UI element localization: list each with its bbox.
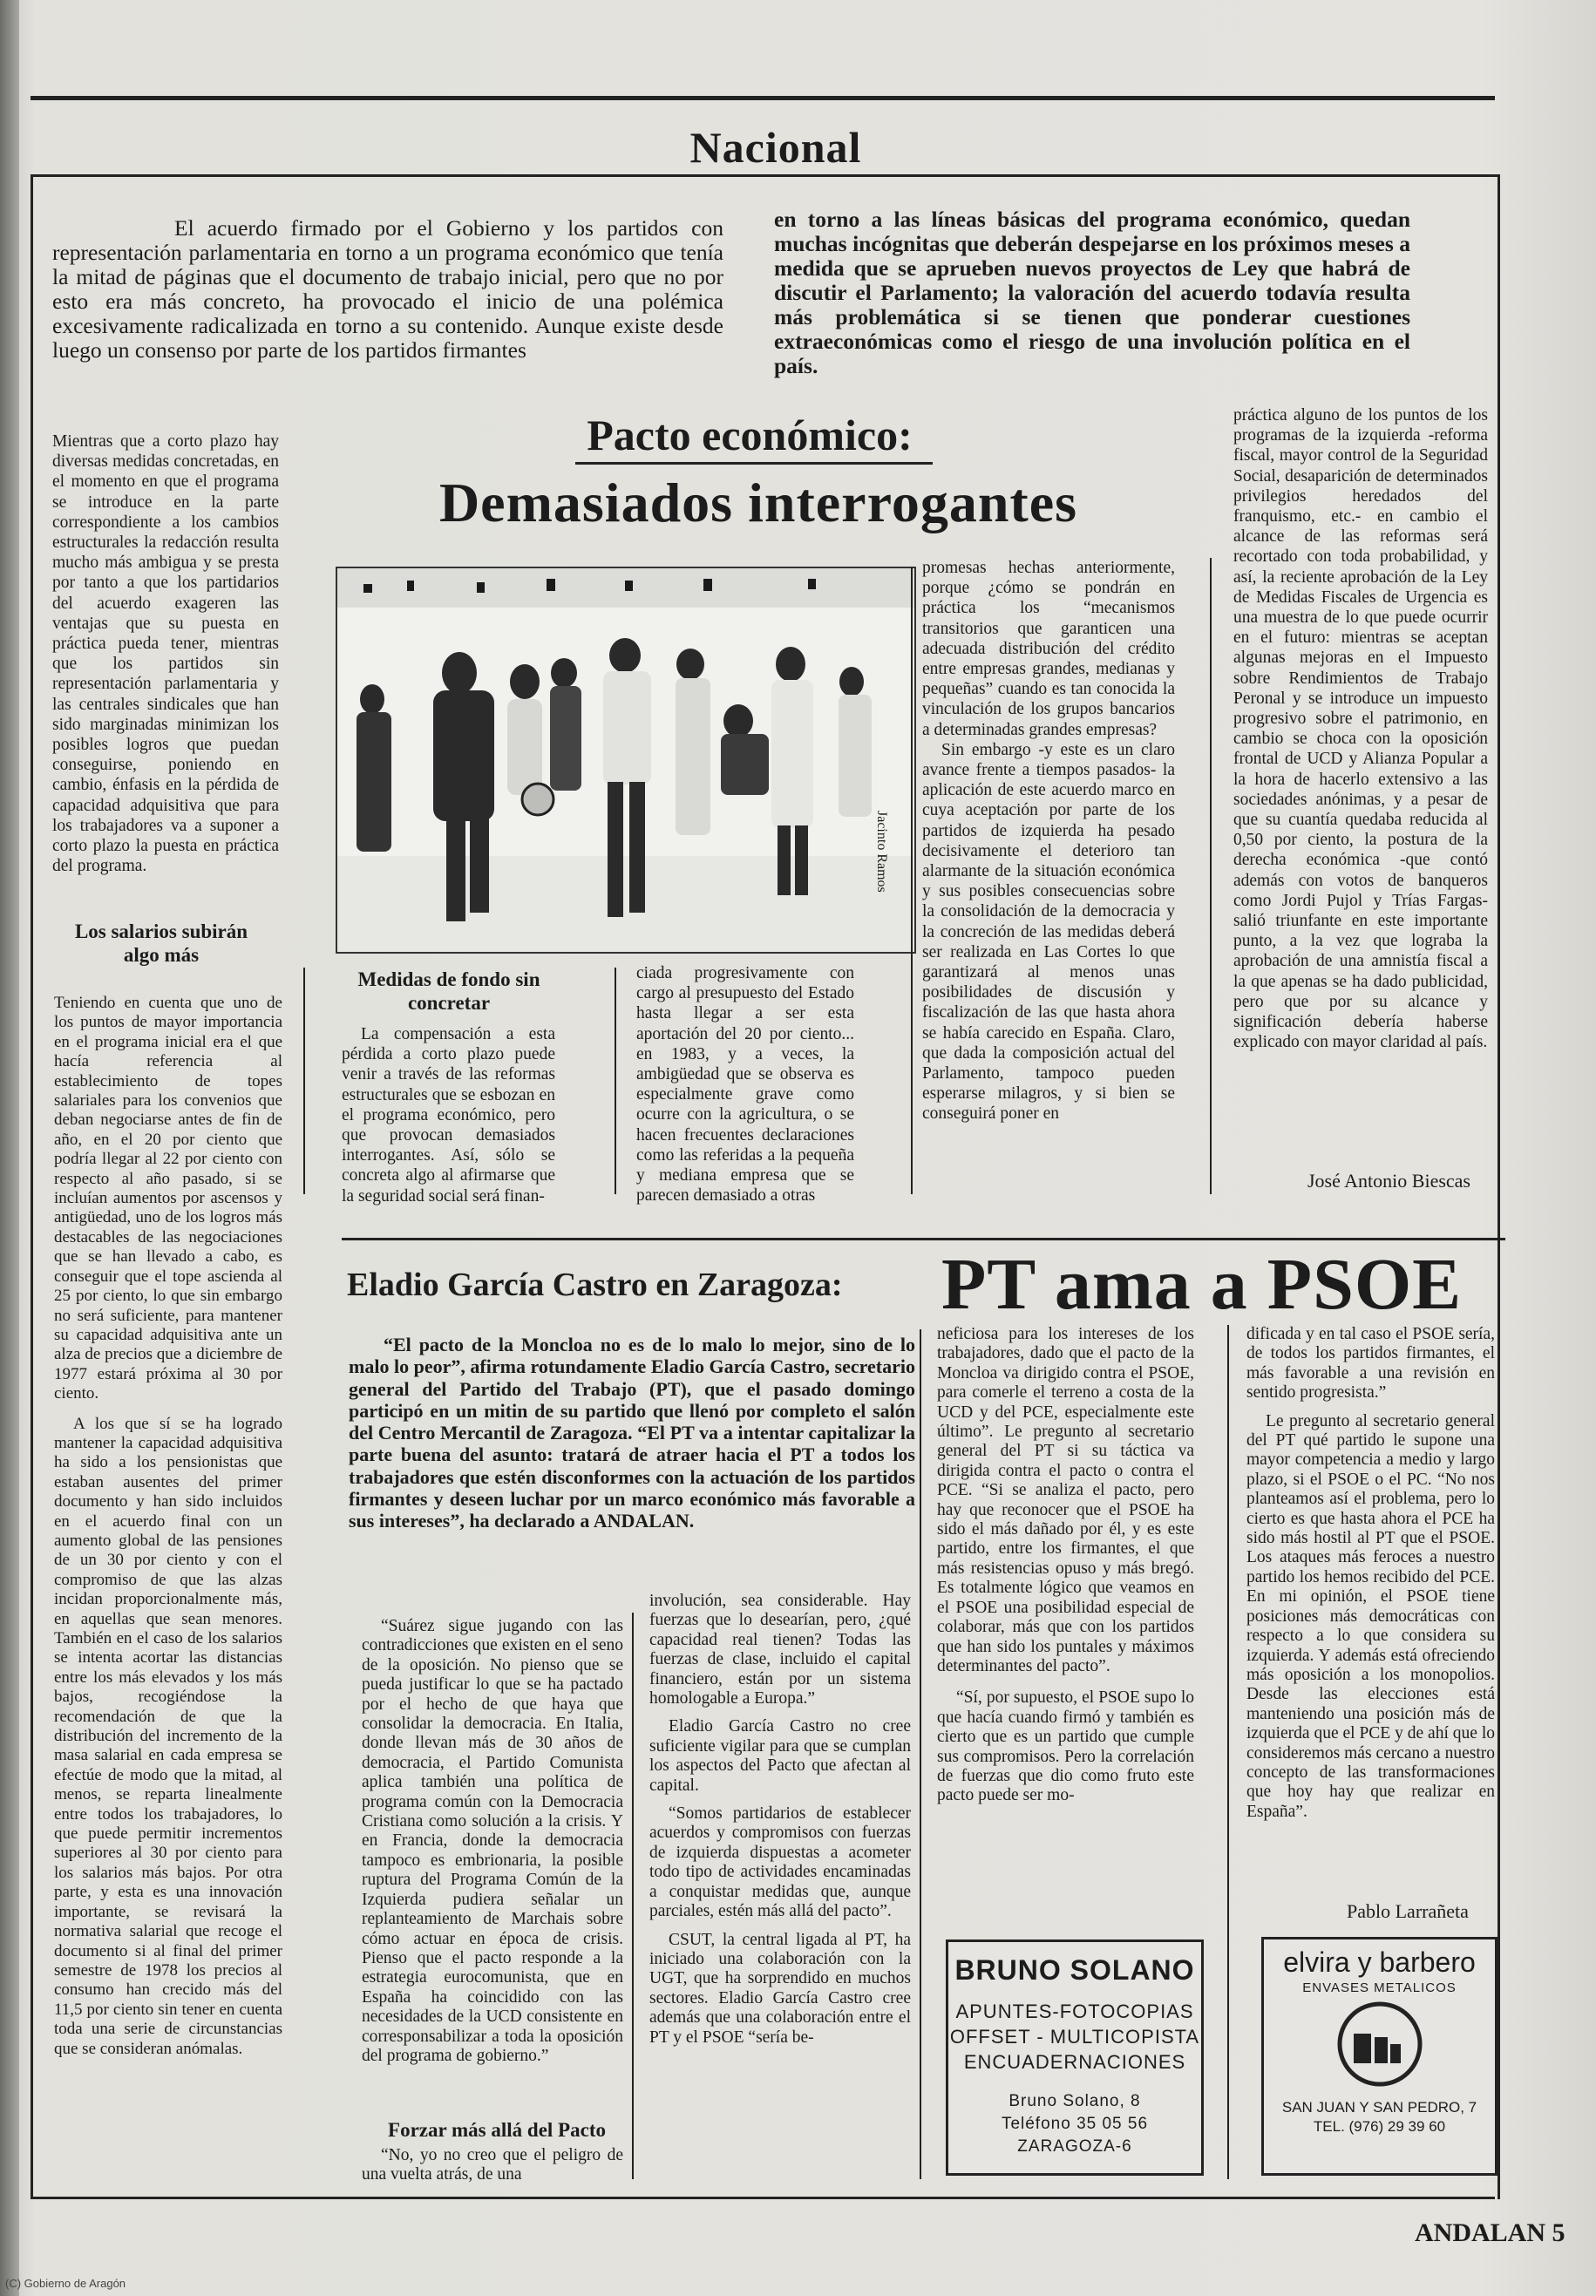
article2-top-rule (342, 1238, 1505, 1240)
article2-headline: PT ama a PSOE (941, 1244, 1463, 1325)
ad1-addr1: Bruno Solano, 8 (1009, 2092, 1141, 2110)
article2-col4-p1: dificada y en tal caso el PSOE sería, de todos los partidos firmantes, el más favorable a una revisión en sentido progresista.” (1246, 1325, 1495, 1403)
article2-lead: “El pacto de la Moncloa no es de lo malo lo mejor, sino de lo malo lo peor”, afirma rotundamente Eladio García Castro, secretario general del Partido del Trabajo (PT), que el pasado domingo participó en un mitin de su partido que llenó por completo el salón del Centro Mercantil de Zaragoza. “El PT va a intentar capitalizar la parte buena del asunto: tratará de atraer hacia el PT a todos los trabajadores que estén disconformes con la actuación de los partidos firmantes y deseen luchar por un marco económico más favorable a sus intereses”, ha declarado a ANDALAN. (349, 1334, 915, 1532)
article2-col2-p4: CSUT, la central ligada al PT, ha iniciado una colaboración con la UGT, que ha sorprendido en muchos sectores. Eladio García Castro cree además que una colaboración entre el PT y el PSOE “sería be- (649, 1930, 911, 2047)
article1-col2 (342, 1024, 555, 1206)
article2-col2-p1: involución, sea considerable. Hay fuerzas que lo desearían, pero, ¿qué capacidad real tienen? Todas las fuerzas de clase, incluido el capital financiero, están por un sistema homologable a Europa.” (649, 1592, 911, 1708)
lead-left: El acuerdo firmado por el Gobierno y los partidos con representación parlamentaria en torno a un programa económico que tenía la mitad de páginas que el documento de trabajo inicial, pero que no por esto era más concreto, ha provocado el inicio de una polémica excesivamente radicalizada en torno a su contenido. Aunque existe desde luego un consenso por parte de los partidos firmantes (52, 215, 723, 363)
article2-col4 (1246, 1325, 1495, 1822)
column-divider (615, 968, 616, 1194)
article1-subhead-salarios: Los salarios subirán algo más (74, 920, 248, 966)
photo-credit: Jacinto Ramos (874, 811, 889, 893)
ad2-name: elvira y barbero (1283, 1946, 1476, 1978)
article2-col1-tail-text: “No, yo no creo que el peligro de una vuelta atrás, de una (362, 2146, 623, 2184)
page-footer: ANDALAN 5 (1415, 2218, 1565, 2247)
column-divider (911, 567, 913, 1194)
article1-col3 (636, 963, 854, 1206)
crowd-photo-image (337, 568, 914, 952)
article1-col3-text: ciada progresivamente con cargo al presupuesto del Estado hasta llegar a ser esta aportación del 20 por ciento... en 1983, y a veces, la ambigüedad que se observa es especialmente grave como ocurre con la agricultura, o se hacen frecuentes declaraciones como las referidas a la pequeña y mediana empresa que se parecen demasiado a otras (636, 964, 854, 1206)
ad1-name: BRUNO SOLANO (954, 1954, 1195, 1986)
article1-col1 (52, 431, 279, 876)
ad2-addr1: SAN JUAN Y SAN PEDRO, 7 (1281, 2099, 1477, 2116)
ad-bruno-solano (946, 1939, 1204, 2176)
article2-col4-p2: Le pregunto al secretario general del PT qué partido le supone una mayor competencia a medio y largo plazo, si el PSOE o el PC. “No nos planteamos así el problema, pero lo cierto es que hasta ahora el PCE ha sido más hostil al PT que el PSOE. Los ataques más feroces a nuestro partido los hemos recibido del PCE. En mi opinión, el PSOE tiene posiciones más democráticas con respecto a lo que considera su izquierda. Y además está ofreciendo más oposición a los monopolios. Desde las elecciones está manteniendo una posición más de izquierda que el PCE y de ahí que lo consideremos más cercano a nuestro concepto de las transformaciones que hoy hay que realizar en España”. (1246, 1411, 1495, 1821)
article2-col3-p2: “Sí, por supuesto, el PSOE supo lo que hacía cuando firmó y también es cierto que es un partido que cumple sus compromisos. Pero la correlación de fuerzas que dio como fruto este pacto puede ser mo- (937, 1688, 1194, 1805)
cans-logo-icon (1328, 2001, 1432, 2088)
ad1-services (948, 1999, 1201, 2075)
kicker-underline (575, 462, 933, 465)
article1-col1-p3: A los que sí se ha logrado mantener la capacidad adquisitiva ha sido a los pensionistas que estaban ausentes del primer documento y han sido incluidos en el acuerdo final con un aumento global de las pensiones de un 30 por ciento y con el compromiso de que las alzas incidan proporcionalmente más, en aquellas que sean menores. También en el caso de los salarios se intenta acortar las distancias entre los más elevados y los más bajos, recogiéndose la recomendación de que la distribución del incremento de la masa salarial en cada empresa se efectúe de modo que la mitad, al menos, se reparta linealmente entre todos los trabajadores, lo que puede permitir incrementos superiores al 30 por ciento para los salarios más bajos. Por otra parte, y esta es una innovación importante, se revisará la normativa salarial que recoge el documento si al final del primer semestre de 1978 los precios al consumo han crecido más del 11,5 por ciento sin tener en cuenta toda una serie de circunstancias que se consideran anómalas. (54, 1414, 282, 2058)
article1-col4-p1: promesas hechas anteriormente, porque ¿cómo se pondrán en práctica los “mecanismos transitorios que garanticen una adecuada distribución del crédito entre empresas grandes, medianas y pequeñas” cuando es tan conocida la vinculación de los grupos bancarios a determinadas grandes empresas? (922, 559, 1175, 739)
column-divider (920, 1329, 921, 2179)
article2-byline: Pablo Larrañeta (1347, 1900, 1469, 1922)
article1-col1-p2: Teniendo en cuenta que uno de los puntos de mayor importancia en el programa inicial era el que hacía referencia al establecimiento de topes salariales para los convenios que deban negociarse antes de fin de año, en el 20 por ciento que podría llegar al 22 por ciento con respecto al año pasado, si se incluían aumentos por ascensos y antigüedad, uno de los logros más destacables de las negociaciones que se han llevado a cabo, es conseguir que el tope ascienda al 25 por ciento, lo que sin embargo no será suficiente, para mantener su capacidad adquisitiva ante un alza de precios que a diciembre de 1977 estará próxima al 30 por ciento. (54, 994, 282, 1403)
article1-col5-text: práctica alguno de los puntos de los programas de la izquierda -reforma fiscal, mayor control de la Seguridad Social, desaparición de determinados privilegios heredados del franquismo, etc.- en cambio el alcance de las reformas será recortado con toda probabilidad, y así, la reciente aprobación de la Ley de Medidas Fiscales de Urgencia es una muestra de lo que puede ocurrir en el futuro: mientras se aceptan algunas mejoras en el Impuesto sobre Rendimientos de Trabajo Peronal y se introduce un impuesto progresivo sobre el patrimonio, en cambio se choca con la oposición frontal de UCD y Alianza Popular a la hora de hacerlo extensivo a las sociedades anónimas, y a pesar de que su cuantía quedaba reducida al 0,50 por ciento, la postura de la derecha económica -que contó además con votos de banqueros como Jordi Pujol y Trías Fargas- salió triunfante en este importante punto, a la vez que lograba la aprobación de una amnistía fiscal a la que apenas se ha dado publicidad, pero que por su alcance y significación debería haberse explicado con mayor claridad al país. (1233, 406, 1488, 1052)
column-divider (1210, 558, 1212, 1194)
article1-byline: José Antonio Biescas (1307, 1170, 1470, 1192)
article2-col1-tail (362, 2146, 623, 2185)
article1-col2-text: La compensación a esta pérdida a corto plazo puede venir a través de las reformas estructurales que se esbozan en el programa económico, pero que provocan demasiados interrogantes. Así, sólo se concreta algo al afirmarse que la seguridad social será finan- (342, 1025, 555, 1206)
article1-subhead-medidas: Medidas de fondo sin concretar (357, 968, 540, 1014)
article2-col2-p3: “Somos partidarios de establecer acuerdos y compromisos con fuerzas de izquierda dispuestas a acometer todo tipo de actividades encaminadas a conquistar medidas que, aunque parciales, estén más allá del pacto”. (649, 1804, 911, 1921)
top-rule (31, 96, 1495, 100)
archive-credit: (C) Gobierno de Aragón (5, 2277, 126, 2290)
ad1-addr2: Teléfono 35 05 56 (1001, 2115, 1149, 2133)
article2-col2 (649, 1592, 911, 2048)
ad1-line3: ENCUADERNACIONES (963, 2051, 1186, 2073)
lead-right: en torno a las líneas básicas del programa económico, quedan muchas incógnitas que deberán despejarse en los próximos meses a medida que se aprueben nuevos proyectos de Ley que habrá de discutir el Parlamento; la valoración del acuerdo todavía resulta más problemática si se tienen que ponderar cuestiones extraeconómicas como el riesgo de una involución política en el país. (774, 207, 1410, 378)
article2-subhead: Forzar más allá del Pacto (388, 2119, 606, 2141)
article2-kicker: Eladio García Castro en Zaragoza: (347, 1267, 843, 1303)
ad2-sub: ENVASES METALICOS (1302, 1980, 1457, 1995)
column-divider (632, 1613, 634, 2179)
article1-col5 (1233, 405, 1488, 1053)
ad-elvira-barbero (1261, 1937, 1498, 2176)
article2-col3 (937, 1325, 1194, 1806)
article2-col1-text: “Suárez sigue jugando con las contradicciones que existen en el seno de la oposición. No pienso que se pueda justificar lo que se ha pactado por el hecho de que haya que consolidar la democracia. En Italia, donde llevan más de 30 años de democracia, el Partido Comunista aplica también una política de programa común con la Democracia Cristiana como solución a la crisis. Y en Francia, donde la democracia tampoco es embrionaria, la posible ruptura del Programa Común de la Izquierda pudiera señalar un replanteamiento de Marchais sobre cómo actuar en época de crisis. Pienso que el pacto responde a la estrategia eurocomunista, que en España ha coincidido con las necesidades de la UCD consistente en corresponsabilizar a toda la oposición del programa de gobierno.” (362, 1617, 623, 2065)
ad1-line1: APUNTES-FOTOCOPIAS (955, 2001, 1194, 2022)
ad2-addr2: TEL. (976) 29 39 60 (1313, 2118, 1446, 2135)
ad1-addr3: ZARAGOZA-6 (1017, 2137, 1132, 2156)
article1-headline: Demasiados interrogantes (438, 472, 1078, 533)
article1-kicker: Pacto económico: (587, 411, 913, 459)
article2-col3-p1: neficiosa para los intereses de los trabajadores, dado que el pacto de la Moncloa va dirigido contra el PSOE, para comerle el terreno a costa de la UCD y del PCE, especialmente este último”. Le pregunto al secretario general del PT si su táctica va dirigida contra el pacto o contra el PCE. “Si se analiza el pacto, pero hay que reconocer que el PSOE ha sido el más dañado por él, y es este partido, entre los firmantes, el que más resistencias opuso y más bregó. Es totalmente lógico que veamos en el PSOE una posibilidad especial de colaborar, más que con los partidos que han sido los puntales y máximos determinantes del pacto”. (937, 1325, 1194, 1675)
article2-col1 (362, 1617, 623, 2066)
column-divider (1227, 1325, 1229, 2179)
article2-col2-p2: Eladio García Castro no cree suficiente vigilar para que se cumplan los aspectos del Pacto que afectan al capital. (649, 1717, 911, 1795)
crowd-photo (336, 567, 916, 954)
article1-col1-b (54, 994, 282, 2059)
ad1-line2: OFFSET - MULTICOPISTA (949, 2026, 1200, 2048)
bottom-rule (31, 2197, 1495, 2199)
article1-col1-p1: Mientras que a corto plazo hay diversas medidas concretadas, en el momento en que el programa se introduce en la parte correspondiente a los cambios estructurales la redacción resulta mucho más ambigua y se presta por tanto a que los partidarios del acuerdo exageren las ventajas que su puesta en práctica pueda tener, mientras que los partidos sin representación parlamentaria y las centrales sindicales que han sido marginadas minimizan los posibles logros que puedan conseguirse, poniendo en cambio, énfasis en la pérdida de capacidad adquisitiva que para los trabajadores va a suponer a corto plazo la puesta en práctica del programa. (52, 432, 279, 876)
column-divider (303, 968, 305, 1194)
ad1-address (948, 2090, 1201, 2158)
section-title: Nacional (689, 123, 862, 172)
article1-col4 (922, 558, 1175, 1124)
article1-col4-p2: Sin embargo -y este es un claro avance frente a tiempos pasados- la aplicación de este acuerdo marco en cuya aceptación por parte de los partidos de izquierda ha pesado decisivamente el deterioro tan alarmante de la situación económica y sus posibles consecuencias sobre la consolidación de la democracia y la concreción de las medidas deberá ser realizada en Las Cortes lo que garantizará al menos unas posibilidades de discusión y fiscalización de las que hasta ahora se había carecido en España. Claro, que dada la composición actual del Parlamento, tampoco pueden esperarse milagros, y si bien se conseguirá poner en (922, 740, 1175, 1124)
page-binding-edge (0, 0, 19, 2296)
